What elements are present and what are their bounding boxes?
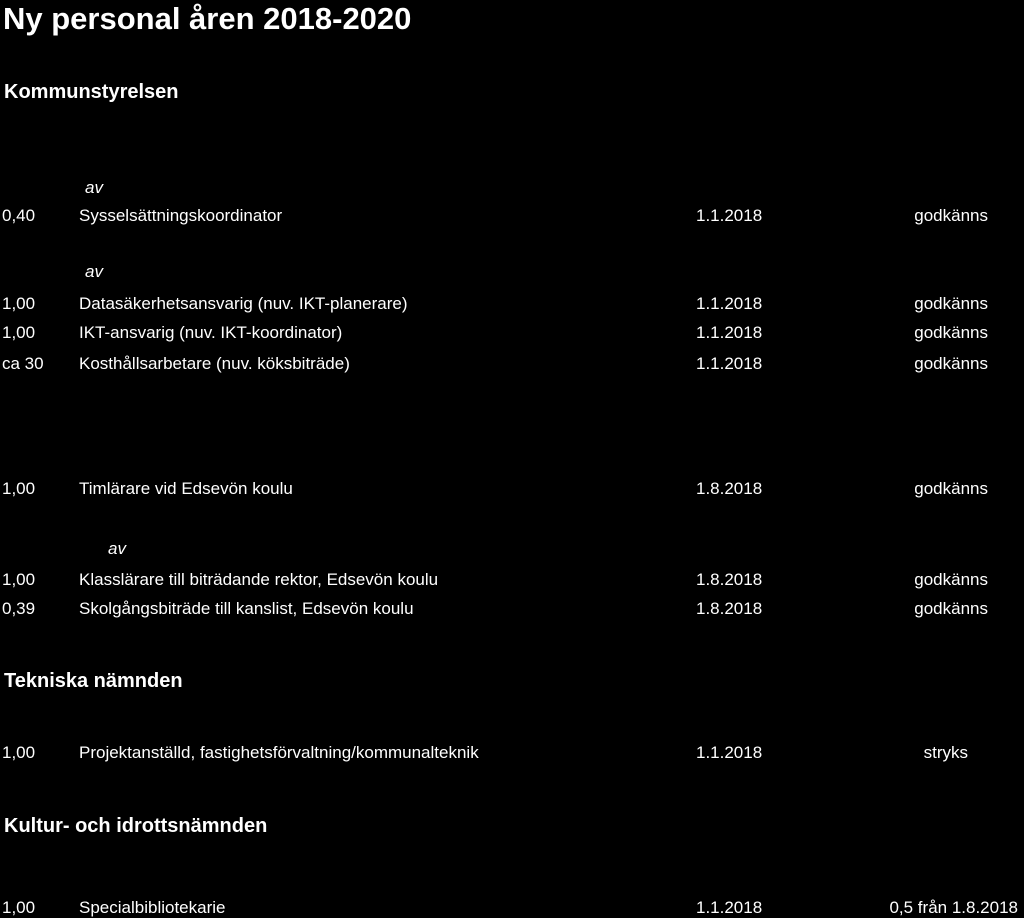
row-date: 1.8.2018 [696,570,763,589]
page-title: Ny personal åren 2018-2020 [3,1,412,36]
row-decision: 0,5 från 1.8.2018 [889,898,1018,917]
row-decision: godkänns [914,206,988,225]
row-position: Projektanställd, fastighetsförvaltning/kommunalteknik [79,743,479,762]
row-date: 1.1.2018 [696,323,763,342]
row-amount: 1,00 [2,570,36,589]
row-position: Sysselsättningskoordinator [79,206,283,225]
row-date: 1.1.2018 [696,294,763,313]
row-decision: stryks [923,743,968,762]
row-decision: godkänns [914,570,988,589]
row-decision: godkänns [914,354,988,373]
group-marker: av [108,539,126,558]
row-amount: 0,40 [2,206,36,225]
row-amount: ca 30 [2,354,44,373]
row-position: Timlärare vid Edsevön koulu [79,479,293,498]
section-heading-tekniska-namnden: Tekniska nämnden [4,670,183,692]
group-marker: av [85,262,103,281]
section-heading-kultur-och-idrottsnamnden: Kultur- och idrottsnämnden [4,815,268,837]
row-date: 1.1.2018 [696,354,763,373]
row-decision: godkänns [914,294,988,313]
row-position: Kosthållsarbetare (nuv. köksbiträde) [79,354,350,373]
row-position: Datasäkerhetsansvarig (nuv. IKT-planerare) [79,294,408,313]
row-position: Skolgångsbiträde till kanslist, Edsevön koulu [79,599,414,618]
row-date: 1.1.2018 [696,898,763,917]
row-date: 1.1.2018 [696,206,763,225]
row-amount: 1,00 [2,743,36,762]
row-position: IKT-ansvarig (nuv. IKT-koordinator) [79,323,343,342]
row-position: Klasslärare till biträdande rektor, Edsevön koulu [79,570,439,589]
group-marker: av [85,178,103,197]
row-amount: 1,00 [2,294,36,313]
row-date: 1.8.2018 [696,479,763,498]
row-amount: 1,00 [2,323,36,342]
row-date: 1.8.2018 [696,599,763,618]
row-decision: godkänns [914,599,988,618]
row-amount: 0,39 [2,599,36,618]
section-heading-kommunstyrelsen: Kommunstyrelsen [4,81,179,103]
row-decision: godkänns [914,323,988,342]
row-amount: 1,00 [2,479,36,498]
row-decision: godkänns [914,479,988,498]
row-date: 1.1.2018 [696,743,763,762]
row-position: Specialbibliotekarie [79,898,226,917]
row-amount: 1,00 [2,898,36,917]
